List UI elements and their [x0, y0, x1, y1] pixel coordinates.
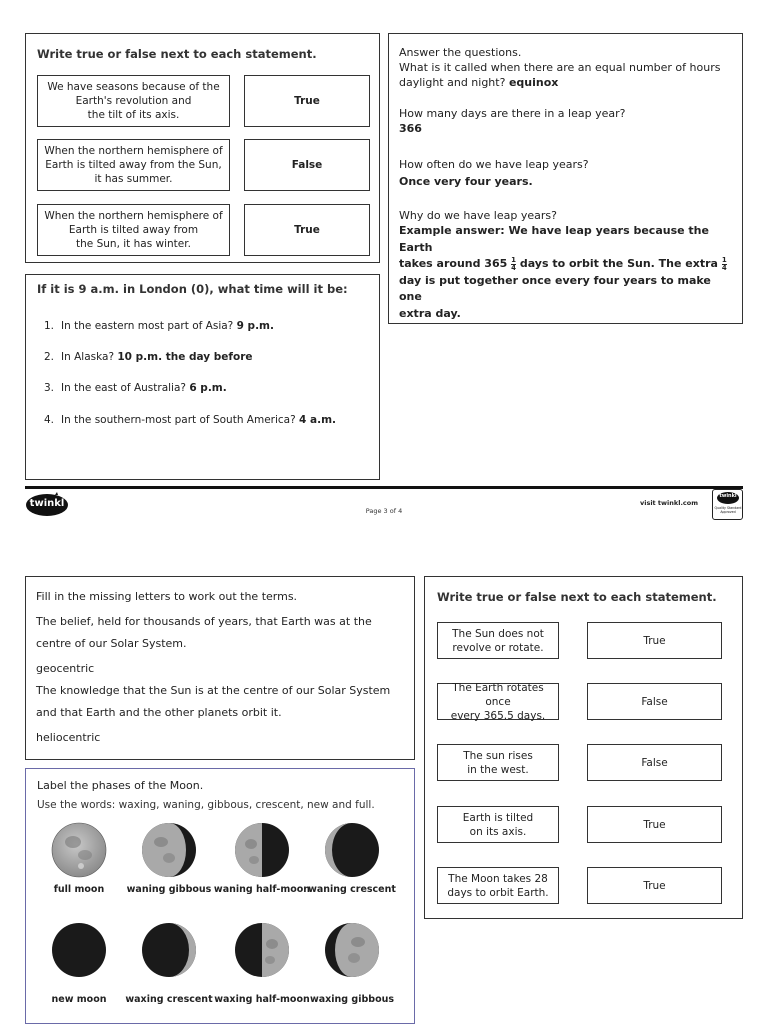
full-moon-icon — [51, 822, 107, 878]
answer-box[interactable]: True — [587, 806, 722, 843]
list-item: 3. In the east of Australia? 6 p.m. — [44, 382, 227, 394]
statement-line: When the northern hemisphere of — [44, 145, 223, 157]
answer-box[interactable]: True — [244, 75, 370, 127]
statement-line: Earth is tilted away from — [68, 224, 199, 236]
waning-gibbous-icon — [141, 822, 197, 878]
visit-link[interactable]: visit twinkl.com — [640, 499, 699, 507]
statement-box: The Sun does not revolve or rotate. — [437, 622, 559, 659]
answer-1[interactable]: equinox — [508, 76, 559, 89]
statement-box — [37, 139, 230, 191]
statement: The knowledge that the Sun is at the centre of our Solar System and that Earth and the other planets orbit it. — [36, 684, 391, 719]
waning-crescent-icon — [324, 822, 380, 878]
answer-heliocentric[interactable]: heliocentric — [36, 731, 101, 744]
quality-badge — [712, 489, 743, 520]
statement-box: Earth is tilted on its axis. — [437, 806, 559, 843]
true-false-panel-2 — [424, 576, 743, 919]
logo-text: twinkl — [29, 498, 65, 509]
answer-2[interactable]: 366 — [399, 122, 422, 135]
question-2: How many days are there in a leap year? — [399, 107, 626, 120]
statement-line: the tilt of its axis. — [87, 109, 180, 121]
moon-label: waxing gibbous — [309, 994, 395, 1005]
badge-top-text: twinkl — [719, 493, 737, 499]
moon-label: new moon — [51, 994, 107, 1005]
statement-box: The sun rises in the west. — [437, 744, 559, 781]
true-false-panel-1 — [25, 33, 380, 263]
answer-3[interactable]: Once very four years. — [399, 175, 533, 188]
statement-line: the Sun, it has winter. — [76, 238, 191, 250]
statement-line: We have seasons because of the — [47, 81, 220, 93]
answer-box[interactable]: False — [587, 683, 722, 720]
waxing-half-moon-icon — [234, 922, 290, 978]
statement-box: The Earth rotates once every 365.5 days. — [437, 683, 559, 720]
badge-bottom-text: Quality Standard Approved — [714, 506, 742, 514]
moon-label: full moon — [53, 884, 105, 895]
list-item: 4. In the southern-most part of South America? 4 a.m. — [44, 414, 337, 426]
statement-box — [37, 204, 230, 256]
answer-box[interactable]: True — [587, 622, 722, 659]
statement-line: it has summer. — [94, 173, 173, 185]
panel-title: If it is 9 a.m. in London (0), what time will it be: — [37, 282, 348, 296]
waxing-crescent-icon — [141, 922, 197, 978]
answer-box[interactable]: False — [244, 139, 370, 191]
question-1: What is it called when there are an equal number of hours daylight and night? equinox — [399, 61, 721, 89]
moon-phases-panel — [25, 768, 415, 1024]
statement-box: The Moon takes 28 days to orbit Earth. — [437, 867, 559, 904]
statement: The belief, held for thousands of years, that Earth was at the centre of our Solar System. — [36, 615, 372, 650]
panel-title: Write true or false next to each statement. — [37, 47, 317, 61]
new-moon-icon — [51, 922, 107, 978]
fraction: $\frac{1}{4}$ — [721, 255, 727, 272]
question-4: Why do we have leap years? — [399, 209, 557, 222]
instruction: Use the words: waxing, waning, gibbous, crescent, new and full. — [37, 799, 375, 811]
statement-line: Earth's revolution and — [75, 95, 192, 107]
answer-box[interactable]: False — [587, 744, 722, 781]
answer-geocentric[interactable]: geocentric — [36, 662, 95, 675]
statement-line: Earth is tilted away from the Sun, — [45, 159, 222, 171]
footer-rule — [25, 486, 743, 489]
twinkl-logo — [25, 492, 69, 518]
moon-label: waning half-moon — [213, 884, 311, 895]
question-3: How often do we have leap years? — [399, 158, 589, 171]
statement-line: When the northern hemisphere of — [44, 210, 223, 222]
waxing-gibbous-icon — [324, 922, 380, 978]
fraction: $\frac{1}{4}$ — [511, 255, 516, 272]
list-item: 1. In the eastern most part of Asia? 9 p.m. — [44, 320, 274, 332]
list-item: 2. In Alaska? 10 p.m. the day before — [44, 351, 253, 363]
waning-half-moon-icon — [234, 822, 290, 878]
statement-box — [37, 75, 230, 127]
moon-label: waning gibbous — [126, 884, 212, 895]
moon-label: waxing half-moon — [214, 994, 310, 1005]
moon-label: waning crescent — [308, 884, 396, 895]
panel-title: Fill in the missing letters to work out the terms. — [36, 590, 298, 603]
time-zones-panel — [25, 274, 380, 480]
panel-title: Label the phases of the Moon. — [37, 779, 204, 792]
page-number: Page 3 of 4 — [365, 507, 403, 515]
answer-box[interactable]: True — [587, 867, 722, 904]
answer-4[interactable]: Example answer: We have leap years because the Earth takes around 365 $\frac{1}{4}$ days to orbit the Sun. The extra $\frac{1}{4}$ day is put together once every four years to make one extra day. — [399, 224, 727, 320]
panel-title: Write true or false next to each statement. — [437, 590, 717, 604]
moon-label: waxing crescent — [125, 994, 213, 1005]
questions-intro: Answer the questions. — [399, 46, 522, 59]
questions-panel — [388, 33, 743, 324]
answer-box[interactable]: True — [244, 204, 370, 256]
fill-in-panel — [25, 576, 415, 760]
